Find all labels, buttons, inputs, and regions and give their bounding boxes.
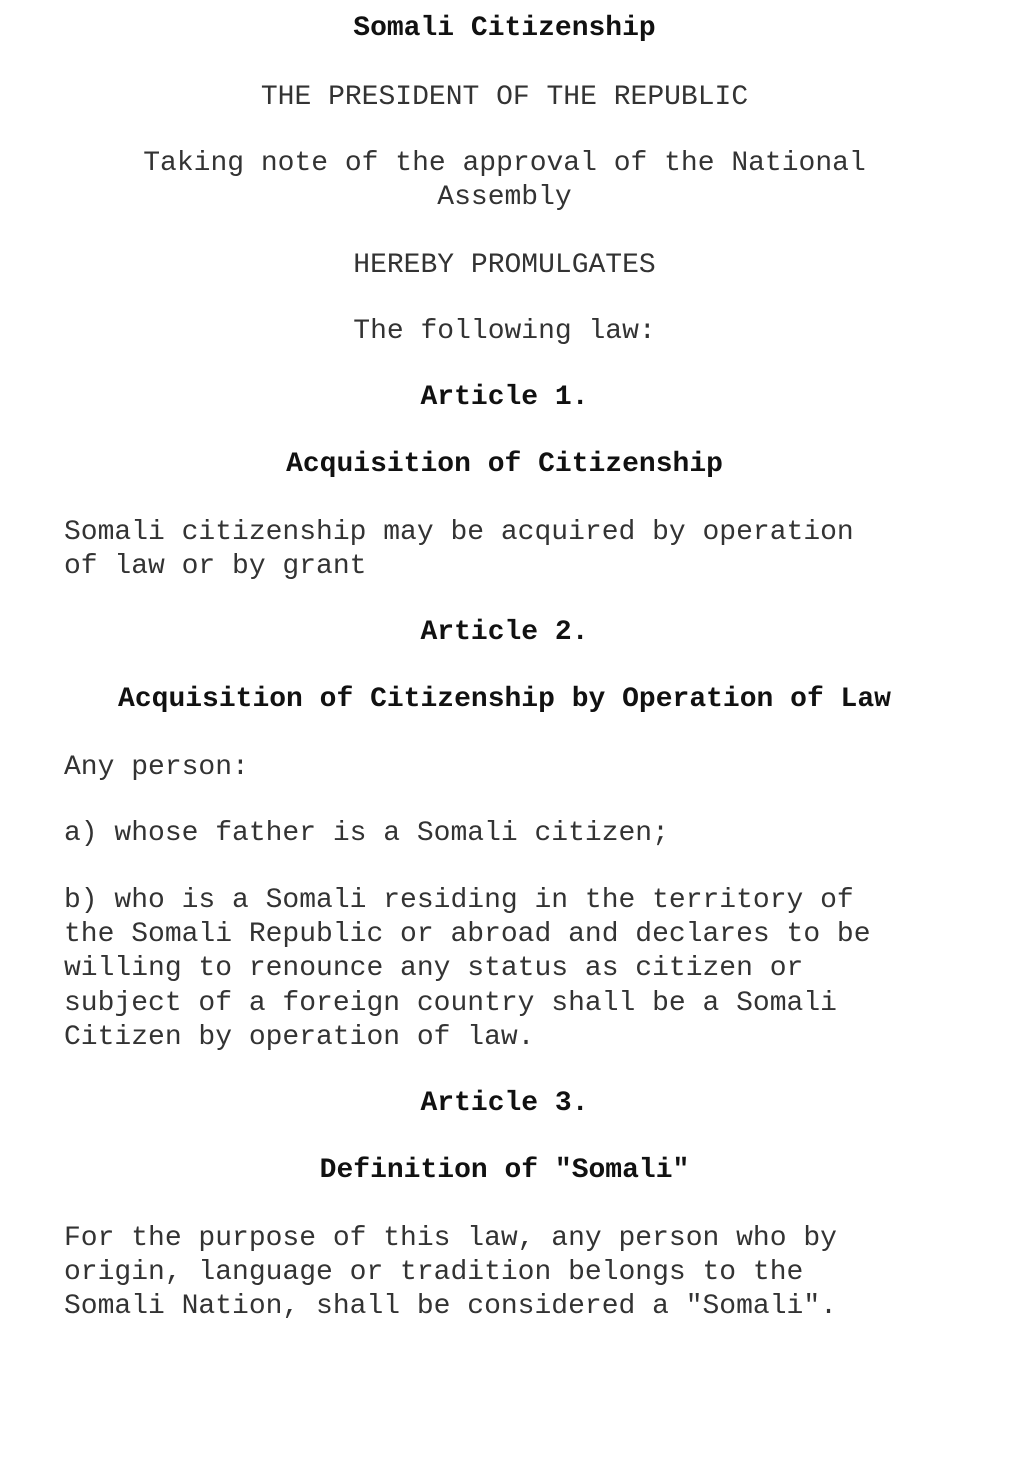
article-3-number: Article 3. bbox=[420, 1088, 589, 1119]
promulgates-line: HEREBY PROMULGATES bbox=[353, 250, 656, 281]
article-1-body-line: Somali citizenship may be acquired by operation bbox=[64, 517, 854, 548]
article-2-item-b-line: willing to renounce any status as citizen or bbox=[64, 953, 804, 984]
taking-note-line-1: Taking note of the approval of the National bbox=[143, 148, 866, 179]
article-3-body-line: For the purpose of this law, any person who by bbox=[64, 1223, 837, 1254]
article-2-item-b-line: Citizen by operation of law. bbox=[64, 1022, 535, 1053]
article-2-item-b-line: b) who is a Somali residing in the territory of bbox=[64, 885, 854, 916]
article-2-number: Article 2. bbox=[420, 617, 589, 648]
article-3-heading: Definition of "Somali" bbox=[319, 1155, 690, 1186]
article-2-heading: Acquisition of Citizenship by Operation of Law bbox=[118, 684, 891, 715]
article-3-body-line: origin, language or tradition belongs to the bbox=[64, 1257, 804, 1288]
following-law-line: The following law: bbox=[353, 316, 656, 347]
article-2-intro: Any person: bbox=[64, 752, 249, 783]
article-3-body-line: Somali Nation, shall be considered a "Somali". bbox=[64, 1291, 837, 1322]
taking-note-line-2: Assembly bbox=[437, 182, 572, 213]
document-title: Somali Citizenship bbox=[353, 13, 656, 44]
article-2-item-b-line: subject of a foreign country shall be a Somali bbox=[64, 988, 837, 1019]
article-1-body-line: of law or by grant bbox=[64, 551, 367, 582]
president-line: THE PRESIDENT OF THE REPUBLIC bbox=[260, 82, 749, 113]
article-2-item-b-line: the Somali Republic or abroad and declares to be bbox=[64, 919, 871, 950]
article-1-heading: Acquisition of Citizenship bbox=[286, 449, 723, 480]
article-1-number: Article 1. bbox=[420, 382, 589, 413]
article-2-item-a: a) whose father is a Somali citizen; bbox=[64, 818, 669, 849]
